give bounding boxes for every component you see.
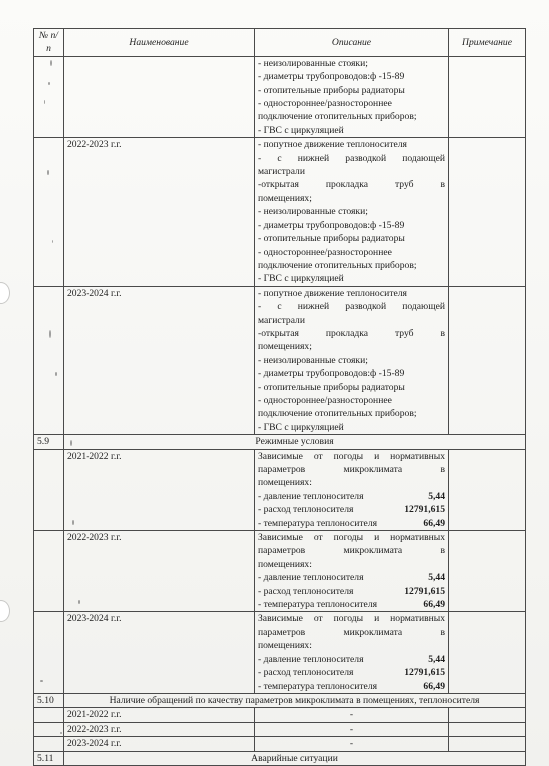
punch-hole bbox=[0, 600, 10, 622]
flow-value: 12791,615 bbox=[404, 504, 445, 516]
description-cell bbox=[255, 612, 449, 693]
value-cell: - bbox=[255, 722, 449, 736]
desc-line: параметров микроклимата в bbox=[258, 464, 445, 475]
section-row bbox=[34, 435, 526, 449]
desc-line: подключение отопительных приборов; bbox=[258, 111, 417, 123]
period-cell: 2023-2024 г.г. bbox=[64, 286, 255, 434]
temperature-value: 66,49 bbox=[423, 599, 445, 611]
desc-line: помещениях; bbox=[258, 341, 312, 353]
desc-line: - диаметры трубопроводов:ф -15-89 bbox=[258, 368, 405, 380]
header-note: Примечание bbox=[449, 29, 526, 57]
desc-line: помещениях: bbox=[258, 640, 312, 652]
desc-line: Зависимые от погоды и нормативных bbox=[258, 532, 445, 544]
desc-line: - отопительные приборы радиаторы bbox=[258, 381, 405, 393]
table-row bbox=[34, 56, 526, 137]
period-cell: 2021-2022 г.г. bbox=[64, 449, 255, 530]
value-cell: - bbox=[255, 737, 449, 751]
header-row bbox=[34, 29, 526, 57]
desc-line: - одностороннее/разностороннее bbox=[258, 394, 392, 406]
desc-line: магистрали bbox=[258, 166, 305, 178]
section-number: 5.10 bbox=[34, 693, 64, 707]
temperature-value: 66,49 bbox=[423, 680, 445, 692]
desc-line: -открытая прокладка труб в bbox=[258, 179, 445, 191]
section-title: Наличие обращений по качеству параметров микроклимата в помещениях, теплоносителя bbox=[64, 693, 526, 707]
period-cell bbox=[64, 56, 255, 137]
table-row bbox=[34, 708, 526, 722]
desc-line: - с нижней разводкой подающей bbox=[258, 301, 445, 313]
desc-line: - с нижней разводкой подающей bbox=[258, 152, 445, 164]
desc-line: параметров микроклимата в bbox=[258, 626, 445, 638]
section-number: 5.11 bbox=[34, 751, 64, 765]
period-cell: 2022-2023 г.г. bbox=[64, 138, 255, 286]
pressure-line: - давление теплоносителя 5,44 bbox=[258, 490, 445, 502]
desc-line: - отопительные приборы радиаторы bbox=[258, 84, 405, 96]
desc-line: подключение отопительных приборов; bbox=[258, 259, 417, 271]
desc-line: - отопительные приборы радиаторы bbox=[258, 233, 405, 245]
desc-line: Зависимые от погоды и нормативных bbox=[258, 450, 445, 462]
desc-line: - одностороннее/разностороннее bbox=[258, 98, 392, 110]
description-cell bbox=[255, 531, 449, 612]
desc-line: магистрали bbox=[258, 314, 305, 326]
desc-line: Зависимые от погоды и нормативных bbox=[258, 613, 445, 625]
desc-line: помещениях: bbox=[258, 558, 312, 570]
table-row bbox=[34, 531, 526, 612]
value-cell: - bbox=[255, 708, 449, 722]
temperature-line: - температура теплоносителя 66,49 bbox=[258, 517, 445, 529]
desc-line: - одностороннее/разностороннее bbox=[258, 246, 392, 258]
desc-line: - ГВС с циркуляцией bbox=[258, 124, 344, 136]
period-cell: 2023-2024 г.г. bbox=[64, 737, 255, 751]
flow-line: - расход теплоносителя 12791,615 bbox=[258, 585, 445, 597]
desc-line: - неизолированные стояки; bbox=[258, 57, 368, 69]
flow-value: 12791,615 bbox=[404, 585, 445, 597]
table-row bbox=[34, 138, 526, 286]
section-row bbox=[34, 751, 526, 765]
temperature-line: - температура теплоносителя 66,49 bbox=[258, 680, 445, 692]
flow-value: 12791,615 bbox=[404, 667, 445, 679]
desc-line: -открытая прокладка труб в bbox=[258, 327, 445, 339]
temperature-line: - температура теплоносителя 66,49 bbox=[258, 599, 445, 611]
description-cell bbox=[255, 449, 449, 530]
section-title: Аварийные ситуации bbox=[64, 751, 526, 765]
desc-line: подключение отопительных приборов; bbox=[258, 408, 417, 420]
description-cell bbox=[255, 138, 449, 286]
pressure-line: - давление теплоносителя 5,44 bbox=[258, 653, 445, 665]
flow-line: - расход теплоносителя 12791,615 bbox=[258, 667, 445, 679]
desc-line: - попутное движение теплоносителя bbox=[258, 139, 407, 151]
desc-line: помещениях; bbox=[258, 192, 312, 204]
desc-line: - неизолированные стояки; bbox=[258, 206, 368, 218]
desc-line: - диаметры трубопроводов:ф -15-89 bbox=[258, 219, 405, 231]
pressure-line: - давление теплоносителя 5,44 bbox=[258, 572, 445, 584]
temperature-value: 66,49 bbox=[423, 517, 445, 529]
pressure-value: 5,44 bbox=[428, 490, 445, 502]
pressure-value: 5,44 bbox=[428, 653, 445, 665]
section-number: 5.9 bbox=[34, 435, 64, 449]
table-row bbox=[34, 449, 526, 530]
desc-line: помещениях: bbox=[258, 477, 312, 489]
desc-line: - диаметры трубопроводов:ф -15-89 bbox=[258, 71, 405, 83]
period-cell: 2022-2023 г.г. bbox=[64, 722, 255, 736]
section-row bbox=[34, 693, 526, 707]
section-title: Режимные условия bbox=[64, 435, 526, 449]
flow-line: - расход теплоносителя 12791,615 bbox=[258, 504, 445, 516]
table-row bbox=[34, 737, 526, 751]
desc-line: параметров микроклимата в bbox=[258, 545, 445, 557]
desc-line: - попутное движение теплоносителя bbox=[258, 287, 407, 299]
table-row bbox=[34, 612, 526, 693]
description-cell bbox=[255, 56, 449, 137]
desc-line: - неизолированные стояки; bbox=[258, 354, 368, 366]
header-description: Описание bbox=[255, 29, 449, 57]
header-num: № п/п bbox=[34, 29, 64, 57]
pressure-value: 5,44 bbox=[428, 572, 445, 584]
period-cell: 2021-2022 г.г. bbox=[64, 708, 255, 722]
period-cell: 2023-2024 г.г. bbox=[64, 612, 255, 693]
technical-table bbox=[33, 28, 526, 766]
table-row bbox=[34, 286, 526, 434]
desc-line: - ГВС с циркуляцией bbox=[258, 273, 344, 285]
punch-hole bbox=[0, 282, 10, 304]
description-cell bbox=[255, 286, 449, 434]
period-cell: 2022-2023 г.г. bbox=[64, 531, 255, 612]
table-row bbox=[34, 722, 526, 736]
header-name: Наименование bbox=[64, 29, 255, 57]
desc-line: - ГВС с циркуляцией bbox=[258, 421, 344, 433]
